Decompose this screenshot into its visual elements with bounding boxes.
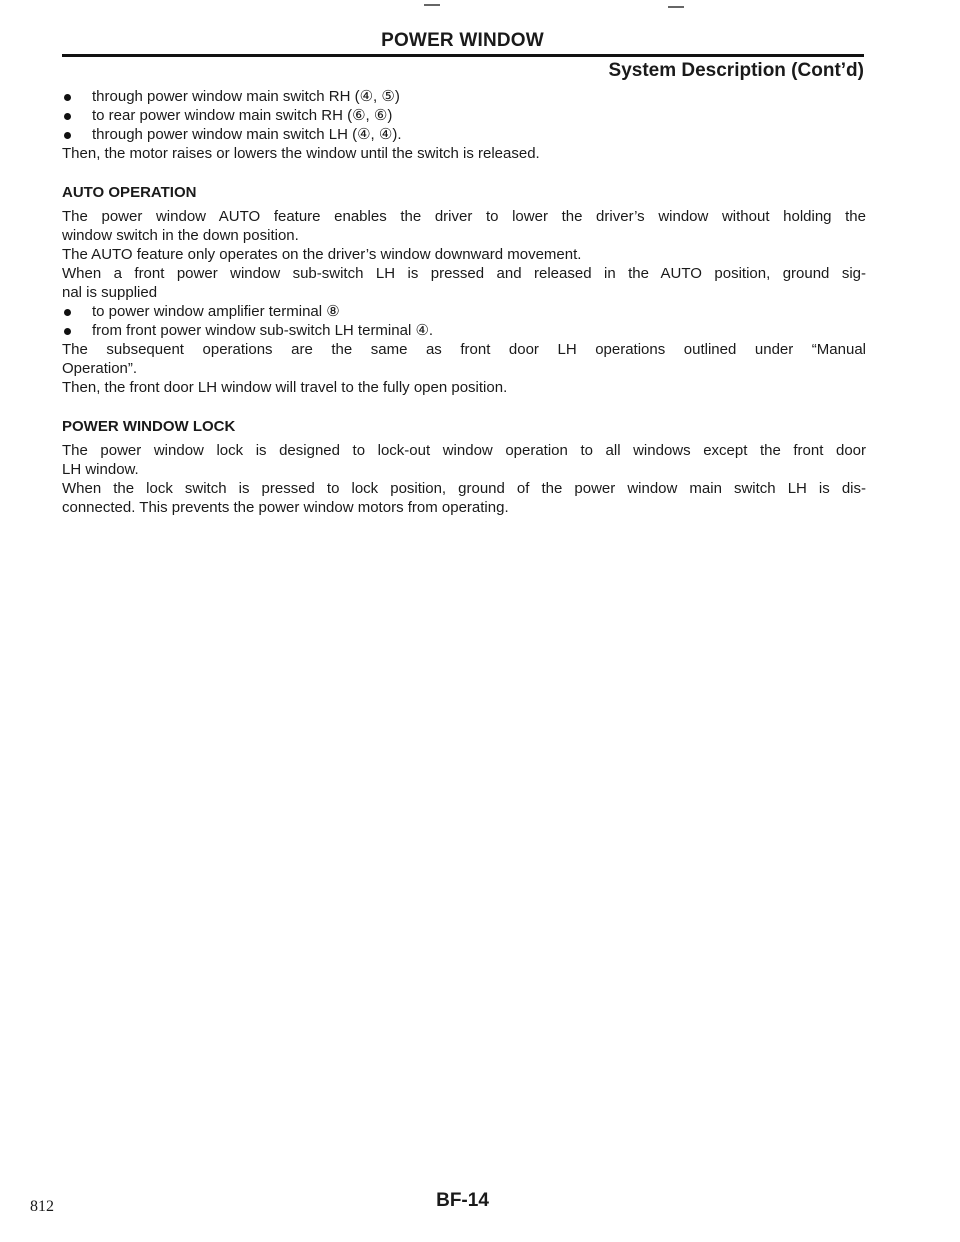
paragraph: Then, the front door LH window will travel to the fully open position. (62, 379, 508, 396)
paragraph-line: LH window. (62, 461, 139, 478)
paragraph: The AUTO feature only operates on the driver’s window downward movement. (62, 246, 582, 263)
list-item: to power window amplifier terminal ⑧ (62, 302, 866, 321)
section-subtitle: System Description (Cont’d) (608, 60, 864, 81)
section-heading: POWER WINDOW LOCK (62, 418, 236, 435)
paragraph-line: Operation”. (62, 360, 138, 377)
paragraph-line: When a front power window sub-switch LH is pressed and released in the AUTO position, ground sig- (62, 265, 866, 282)
paragraph-line: nal is supplied (62, 284, 158, 301)
paragraph-line: The subsequent operations are the same as front door LH operations outlined under “Manual (62, 341, 866, 358)
body-text (62, 87, 866, 517)
paragraph-line: The power window lock is designed to lock-out window operation to all windows except the front door (62, 442, 866, 459)
paragraph-line: connected. This prevents the power window motors from operating. (62, 499, 509, 516)
paragraph: Then, the motor raises or lowers the window until the switch is released. (62, 145, 540, 162)
paragraph-line: window switch in the down position. (62, 227, 299, 244)
list-item: through power window main switch RH (④, ⑤) (62, 87, 866, 106)
margin-page-number: 812 (30, 1198, 54, 1215)
section-heading: AUTO OPERATION (62, 184, 197, 201)
bullet-dot (64, 328, 71, 335)
paragraph-line: When the lock switch is pressed to lock position, ground of the power window main switch LH is dis- (62, 480, 866, 497)
bullet-dot (64, 309, 71, 316)
list-item: through power window main switch LH (④, ④). (62, 125, 866, 144)
bullet-dot (64, 132, 71, 139)
section-title: POWER WINDOW (381, 30, 544, 51)
scan-mark (424, 4, 440, 6)
page-number: BF-14 (436, 1190, 489, 1211)
scan-mark (668, 6, 684, 8)
bullet-dot (64, 113, 71, 120)
list-item: to rear power window main switch RH (⑥, ⑥) (62, 106, 866, 125)
bullet-dot (64, 94, 71, 101)
header-rule (62, 54, 864, 57)
list-item: from front power window sub-switch LH terminal ④. (62, 321, 866, 340)
paragraph-line: The power window AUTO feature enables the driver to lower the driver’s window without holding the (62, 208, 866, 225)
